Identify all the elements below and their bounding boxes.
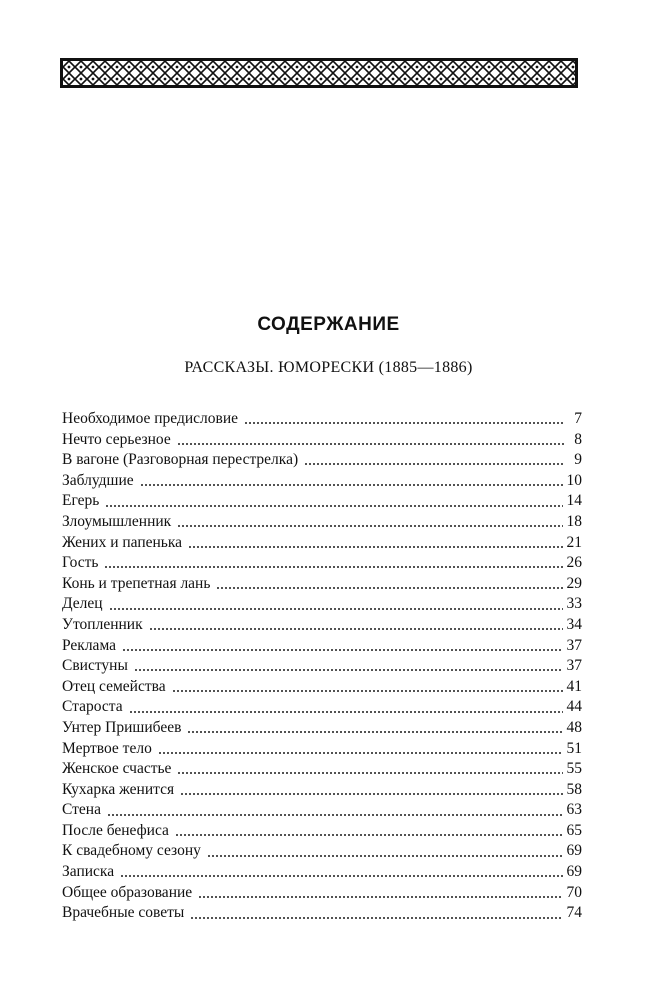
toc-entry-title: Необходимое предисловие: [62, 410, 239, 427]
toc-entry[interactable]: [62, 553, 582, 574]
toc-entry-title: Нечто серьезное: [62, 430, 171, 448]
toc-entry-page: 41: [566, 677, 582, 695]
ornamental-border: [60, 58, 578, 88]
toc-entry[interactable]: [62, 594, 582, 615]
toc-entry-title: Жених и папенька: [62, 533, 183, 551]
toc-entry-title: Записка: [62, 863, 115, 881]
toc-entry-page: 48: [566, 718, 582, 736]
dot-leader: [104, 565, 562, 569]
toc-entry-title: Делец: [62, 595, 103, 613]
toc-entry[interactable]: [62, 739, 582, 760]
toc-entry[interactable]: [62, 903, 582, 924]
dot-leader: [158, 751, 563, 755]
toc-entry[interactable]: [62, 718, 582, 739]
toc-entry[interactable]: [62, 841, 582, 862]
dot-leader: [175, 833, 563, 837]
toc-entry-title: Староста: [62, 698, 123, 716]
toc-entry[interactable]: [62, 800, 582, 821]
toc-entry-page: 63: [566, 801, 582, 819]
toc-entry-title: Конь и трепетная лань: [62, 574, 211, 592]
toc-entry-page: 44: [566, 698, 582, 716]
toc-entry-page: 51: [566, 739, 582, 757]
toc-entry[interactable]: [62, 759, 582, 780]
toc-entry-page: 10: [566, 471, 582, 489]
toc-entry-title: Отец семейства: [62, 677, 166, 695]
toc-entry-page: 8: [574, 430, 582, 448]
toc-entry-page: 21: [566, 533, 582, 551]
dot-leader: [304, 462, 564, 466]
dot-leader: [190, 916, 562, 920]
dot-leader: [177, 442, 564, 446]
toc-entry-title: Егерь: [62, 492, 100, 510]
toc-entry-title: Стена: [62, 801, 101, 819]
toc-entry-page: 7: [574, 410, 582, 427]
toc-entry-page: 14: [566, 492, 582, 510]
toc-entry-title: Свистуны: [62, 657, 128, 675]
dot-leader: [140, 483, 563, 487]
toc-entry[interactable]: [62, 430, 582, 451]
toc-entry[interactable]: [62, 636, 582, 657]
toc-entry-title: Врачебные советы: [62, 904, 185, 922]
toc-entry-title: К свадебному сезону: [62, 842, 201, 860]
toc-entry-title: Мертвое тело: [62, 739, 152, 757]
toc-entry[interactable]: [62, 656, 582, 677]
dot-leader: [120, 874, 562, 878]
toc-entry[interactable]: [62, 883, 582, 904]
toc-entry[interactable]: [62, 512, 582, 533]
toc-entry-title: Реклама: [62, 636, 117, 654]
toc-entry[interactable]: [62, 677, 582, 698]
toc-entry-title: Гость: [62, 554, 99, 572]
toc-entry-page: 69: [566, 863, 582, 881]
toc-entry-title: Кухарка женится: [62, 780, 175, 798]
toc-entry-page: 33: [566, 595, 582, 613]
toc-entry-page: 9: [574, 451, 582, 469]
toc-entry-page: 70: [566, 883, 582, 901]
dot-leader: [188, 545, 562, 549]
dot-leader: [180, 792, 562, 796]
dot-leader: [177, 524, 562, 528]
dot-leader: [187, 730, 562, 734]
toc-entry-page: 58: [566, 780, 582, 798]
page-title: СОДЕРЖАНИЕ: [257, 314, 400, 335]
dot-leader: [122, 648, 562, 652]
dot-leader: [149, 627, 563, 631]
dot-leader: [134, 668, 563, 672]
dot-leader: [198, 895, 562, 899]
dot-leader: [107, 813, 563, 817]
toc-entry-page: 26: [566, 554, 582, 572]
toc-entry[interactable]: [62, 697, 582, 718]
toc-entry-title: Заблудшие: [62, 471, 134, 489]
toc-entry[interactable]: [62, 533, 582, 554]
toc-entry-title: В вагоне (Разговорная перестрелка): [62, 451, 299, 469]
toc-entry-page: 55: [566, 760, 582, 778]
toc-entry-page: 37: [566, 657, 582, 675]
toc-entry-title: Унтер Пришибеев: [62, 718, 182, 736]
dot-leader: [216, 586, 562, 590]
toc-entry-page: 65: [566, 821, 582, 839]
toc-entry[interactable]: [62, 780, 582, 801]
toc-entry-title: Утопленник: [62, 615, 143, 633]
toc-entry-title: Злоумышленник: [62, 512, 172, 530]
toc-entry-page: 74: [566, 904, 582, 922]
toc-entry[interactable]: [62, 409, 582, 430]
toc-entry[interactable]: [62, 821, 582, 842]
section-heading: РАССКАЗЫ. ЮМОРЕСКИ (1885—1886): [184, 359, 473, 376]
toc-entry-page: 18: [566, 512, 582, 530]
dot-leader: [244, 421, 564, 425]
toc-entry-title: После бенефиса: [62, 821, 169, 839]
toc-entry-page: 69: [566, 842, 582, 860]
dot-leader: [105, 504, 562, 508]
toc-entry-title: Общее образование: [62, 883, 193, 901]
toc-entry[interactable]: [62, 615, 582, 636]
dot-leader: [207, 854, 563, 858]
dot-leader: [129, 710, 563, 714]
toc-entry-page: 29: [566, 574, 582, 592]
table-of-contents: [62, 409, 582, 924]
toc-entry-title: Женское счастье: [62, 760, 172, 778]
dot-leader: [177, 771, 562, 775]
toc-entry[interactable]: [62, 574, 582, 595]
dot-leader: [172, 689, 563, 693]
toc-entry[interactable]: [62, 471, 582, 492]
toc-entry[interactable]: [62, 491, 582, 512]
toc-entry[interactable]: [62, 862, 582, 883]
lattice-pattern-icon: [63, 61, 575, 85]
toc-entry-page: 34: [566, 615, 582, 633]
dot-leader: [109, 607, 563, 611]
toc-entry-page: 37: [566, 636, 582, 654]
toc-entry[interactable]: [62, 450, 582, 471]
